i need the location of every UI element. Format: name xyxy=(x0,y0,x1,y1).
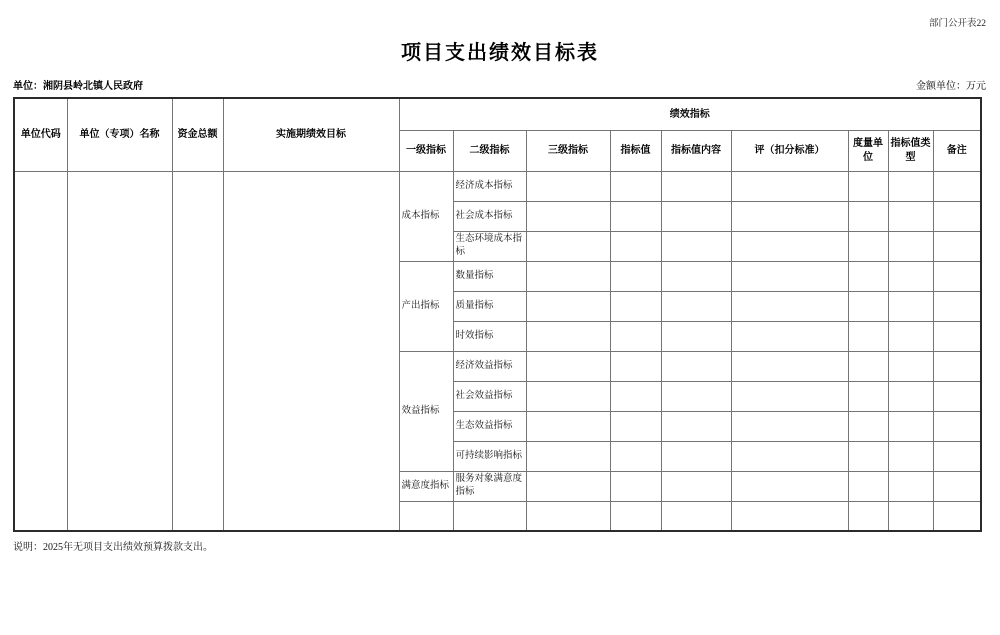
level1-satisfaction: 满意度指标 xyxy=(399,471,453,501)
empty-cell xyxy=(731,381,848,411)
col-header-level3: 三级指标 xyxy=(526,130,610,171)
empty-cell xyxy=(933,471,981,501)
empty-cell xyxy=(610,471,661,501)
level2-sustainable-impact: 可持续影响指标 xyxy=(453,441,526,471)
level1-cost: 成本指标 xyxy=(399,171,453,261)
empty-cell xyxy=(661,381,731,411)
empty-cell xyxy=(661,411,731,441)
empty-cell xyxy=(848,231,888,261)
col-header-indicator-value: 指标值 xyxy=(610,130,661,171)
level1-empty xyxy=(399,501,453,531)
empty-cell xyxy=(731,171,848,201)
empty-cell xyxy=(661,441,731,471)
empty-cell xyxy=(661,291,731,321)
empty-cell xyxy=(526,231,610,261)
empty-cell xyxy=(933,321,981,351)
empty-cell xyxy=(888,231,933,261)
empty-cell xyxy=(610,411,661,441)
empty-cell xyxy=(610,381,661,411)
empty-cell xyxy=(661,261,731,291)
empty-cell xyxy=(888,201,933,231)
empty-cell xyxy=(526,441,610,471)
col-header-measure-unit: 度量单位 xyxy=(848,130,888,171)
empty-cell xyxy=(661,201,731,231)
empty-cell xyxy=(888,291,933,321)
empty-cell xyxy=(848,321,888,351)
empty-cell xyxy=(661,231,731,261)
empty-cell xyxy=(526,381,610,411)
empty-cell xyxy=(731,351,848,381)
empty-cell xyxy=(848,501,888,531)
empty-cell xyxy=(661,351,731,381)
header-row-1 xyxy=(14,98,981,130)
empty-cell xyxy=(731,441,848,471)
empty-cell xyxy=(731,411,848,441)
empty-cell xyxy=(933,171,981,201)
empty-cell xyxy=(848,351,888,381)
amount-unit-label: 金额单位：万元 xyxy=(916,81,986,92)
empty-cell xyxy=(731,201,848,231)
cell-unit-name xyxy=(67,171,172,531)
unit-name-label: 单位：湘阴县岭北镇人民政府 xyxy=(13,81,143,92)
empty-cell xyxy=(526,201,610,231)
empty-cell xyxy=(888,471,933,501)
empty-cell xyxy=(731,231,848,261)
level2-empty xyxy=(453,501,526,531)
level2-social-cost: 社会成本指标 xyxy=(453,201,526,231)
empty-cell xyxy=(933,231,981,261)
col-header-total-funds: 资金总额 xyxy=(172,98,223,171)
empty-cell xyxy=(661,321,731,351)
empty-cell xyxy=(661,471,731,501)
empty-cell xyxy=(526,171,610,201)
col-header-scoring-standard: 评（扣分标准） xyxy=(731,130,848,171)
empty-cell xyxy=(731,471,848,501)
col-header-period-target: 实施期绩效目标 xyxy=(223,98,399,171)
col-header-indicator-content: 指标值内容 xyxy=(661,130,731,171)
empty-cell xyxy=(526,501,610,531)
col-header-level2: 二级指标 xyxy=(453,130,526,171)
level1-benefit: 效益指标 xyxy=(399,351,453,471)
empty-cell xyxy=(610,321,661,351)
empty-cell xyxy=(526,351,610,381)
performance-target-table xyxy=(13,97,982,532)
footnote: 说明：2025年无项目支出绩效预算拨款支出。 xyxy=(13,542,213,553)
empty-cell xyxy=(888,321,933,351)
empty-cell xyxy=(848,291,888,321)
meta-row xyxy=(13,77,986,92)
empty-cell xyxy=(848,471,888,501)
empty-cell xyxy=(888,261,933,291)
level2-service-satisfaction: 服务对象满意度指标 xyxy=(453,471,526,501)
col-header-unit-name: 单位（专项）名称 xyxy=(67,98,172,171)
level1-output: 产出指标 xyxy=(399,261,453,351)
empty-cell xyxy=(731,261,848,291)
level2-quantity: 数量指标 xyxy=(453,261,526,291)
page-title: 项目支出绩效目标表 xyxy=(401,42,599,64)
empty-cell xyxy=(933,411,981,441)
cell-unit-code xyxy=(14,171,67,531)
empty-cell xyxy=(933,261,981,291)
level2-timeliness: 时效指标 xyxy=(453,321,526,351)
level2-economic-benefit: 经济效益指标 xyxy=(453,351,526,381)
level2-eco-env-cost: 生态环境成本指标 xyxy=(453,231,526,261)
empty-cell xyxy=(610,291,661,321)
col-header-remarks: 备注 xyxy=(933,130,981,171)
document-reference: 部门公开表22 xyxy=(928,19,986,29)
level2-economic-cost: 经济成本指标 xyxy=(453,171,526,201)
empty-cell xyxy=(526,471,610,501)
empty-cell xyxy=(610,171,661,201)
col-header-value-type: 指标值类型 xyxy=(888,130,933,171)
empty-cell xyxy=(933,441,981,471)
level2-eco-benefit: 生态效益指标 xyxy=(453,411,526,441)
empty-cell xyxy=(610,201,661,231)
empty-cell xyxy=(933,291,981,321)
empty-cell xyxy=(848,171,888,201)
level2-quality: 质量指标 xyxy=(453,291,526,321)
empty-cell xyxy=(888,441,933,471)
empty-cell xyxy=(848,201,888,231)
empty-cell xyxy=(610,231,661,261)
empty-cell xyxy=(526,411,610,441)
empty-cell xyxy=(933,351,981,381)
empty-cell xyxy=(933,201,981,231)
col-header-unit-code: 单位代码 xyxy=(14,98,67,171)
col-header-level1: 一级指标 xyxy=(399,130,453,171)
empty-cell xyxy=(526,321,610,351)
empty-cell xyxy=(661,501,731,531)
empty-cell xyxy=(933,381,981,411)
empty-cell xyxy=(888,351,933,381)
empty-cell xyxy=(610,351,661,381)
empty-cell xyxy=(610,261,661,291)
empty-cell xyxy=(848,261,888,291)
empty-cell xyxy=(848,381,888,411)
cell-total-funds xyxy=(172,171,223,531)
empty-cell xyxy=(888,381,933,411)
group-header-performance-indicators: 绩效指标 xyxy=(399,98,981,130)
empty-cell xyxy=(848,411,888,441)
empty-cell xyxy=(888,501,933,531)
empty-cell xyxy=(526,261,610,291)
empty-cell xyxy=(848,441,888,471)
empty-cell xyxy=(661,171,731,201)
cell-period-target xyxy=(223,171,399,531)
level2-social-benefit: 社会效益指标 xyxy=(453,381,526,411)
empty-cell xyxy=(933,501,981,531)
table-row xyxy=(14,171,981,201)
empty-cell xyxy=(888,171,933,201)
empty-cell xyxy=(610,441,661,471)
empty-cell xyxy=(731,321,848,351)
empty-cell xyxy=(731,501,848,531)
empty-cell xyxy=(526,291,610,321)
empty-cell xyxy=(731,291,848,321)
empty-cell xyxy=(610,501,661,531)
empty-cell xyxy=(888,411,933,441)
